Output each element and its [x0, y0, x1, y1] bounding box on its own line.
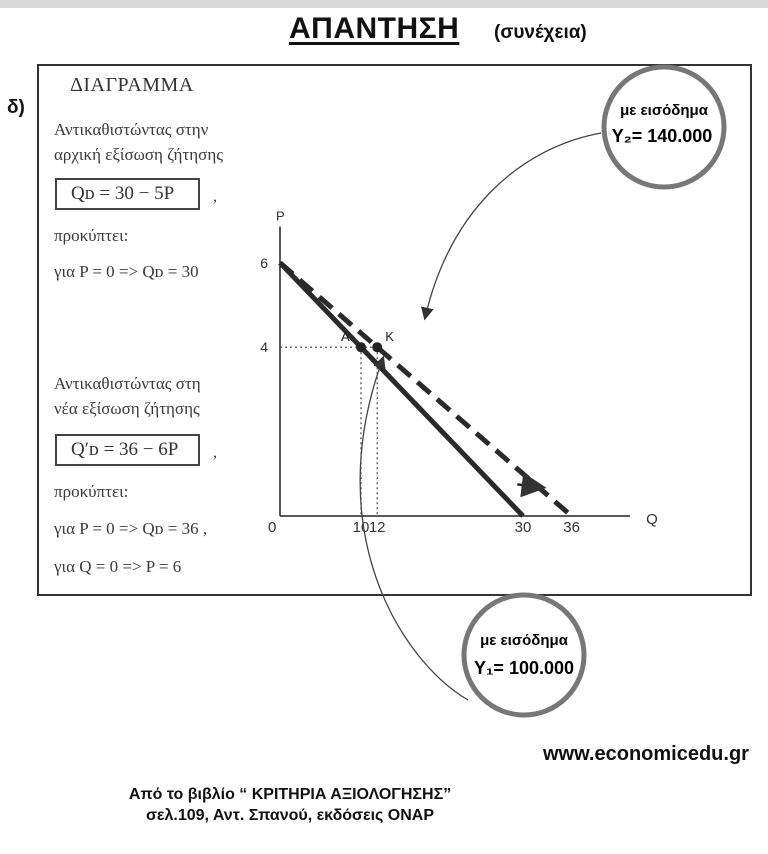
- income-callout-bottom-line2: Y₁= 100.000: [473, 658, 575, 678]
- y-tick-label: 6: [260, 254, 268, 271]
- part-label: δ): [7, 97, 25, 118]
- point-a: [356, 342, 366, 352]
- intro1-line1: Αντικαθιστώντας στην: [54, 120, 209, 139]
- income-callout-bottom: [464, 595, 584, 715]
- x-tick-label: 10: [352, 519, 370, 536]
- income-callout-top: [604, 67, 724, 187]
- intro2-line2: νέα εξίσωση ζήτησης: [54, 399, 200, 418]
- result2b-text: για Q = 0 => P = 6: [54, 557, 182, 576]
- original-demand-line: [280, 263, 523, 516]
- new-demand-equation: Q′ᴅ = 36 − 6P: [55, 434, 200, 466]
- result1-text: για P = 0 => Qᴅ = 30: [54, 262, 199, 281]
- income-callout-top-line1: με εισόδημα: [620, 102, 708, 119]
- income-callout-bottom-line1: με εισόδημα: [480, 632, 568, 649]
- x-tick-label: 12: [368, 519, 386, 536]
- x-axis-label: Q: [646, 511, 658, 528]
- x-tick-label: 0: [268, 519, 277, 536]
- result2a-text: για P = 0 => Qᴅ = 36 ,: [54, 519, 208, 538]
- website-url: www.economicedu.gr: [543, 743, 749, 765]
- point-label-k: K: [385, 329, 394, 345]
- page-subtitle: (συνέχεια): [494, 22, 587, 43]
- eq2-comma: ,: [213, 444, 217, 461]
- original-demand-equation: Qᴅ = 30 − 5P: [55, 178, 200, 210]
- income-callout-top-line2: Y₂= 140.000: [611, 126, 713, 146]
- intro2-line1: Αντικαθιστώντας στη: [54, 374, 201, 393]
- credit-line2: σελ.109, Αντ. Σπανού, εκδόσεις ΟΝΑΡ: [145, 807, 435, 824]
- diagram-title: ΔΙΑΓΡΑΜΜΑ: [70, 74, 194, 96]
- x-tick-label: 30: [514, 519, 532, 536]
- top-callout-arrow: [425, 133, 601, 318]
- result1-label: προκύπτει:: [54, 226, 129, 245]
- eq1-comma: ,: [213, 188, 217, 205]
- intro1-line2: αρχική εξίσωση ζήτησης: [54, 145, 223, 164]
- page-title: ΑΠΑΝΤΗΣΗ: [289, 12, 460, 45]
- new-demand-line: [280, 263, 572, 516]
- y-axis-label: P: [276, 208, 285, 224]
- point-label-a: A: [341, 329, 350, 345]
- x-tick-label: 36: [563, 519, 580, 536]
- point-k: [372, 342, 382, 352]
- credit-line1: Από το βιβλίο “ ΚΡΙΤΗΡΙΑ ΑΞΙΟΛΟΓΗΣΗΣ”: [128, 786, 452, 803]
- result2-label: προκύπτει:: [54, 482, 129, 501]
- y-tick-label: 4: [260, 339, 268, 356]
